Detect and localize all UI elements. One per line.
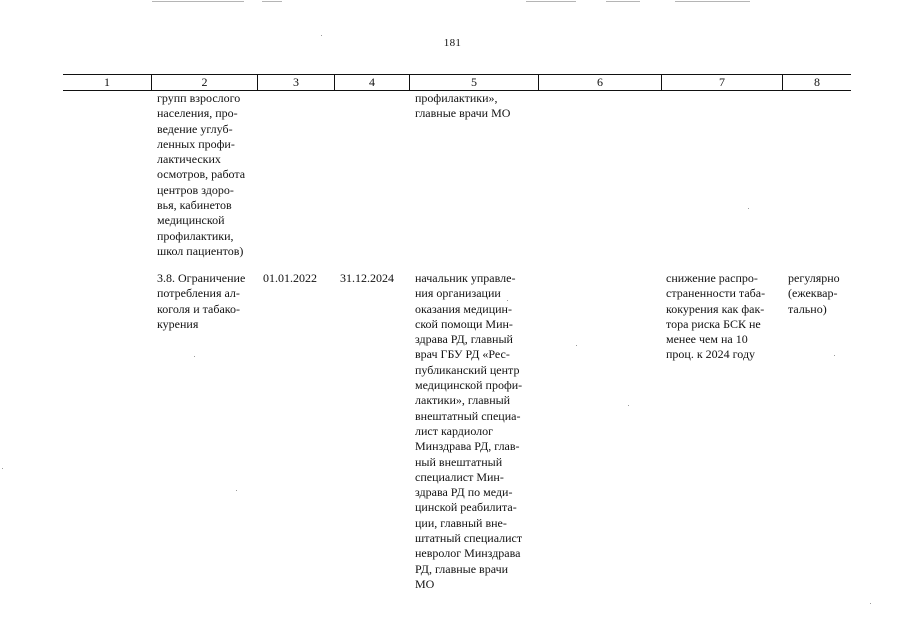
continued-row-col2-text: групп взрослого населения, про- ведение углуб- ленных профи- лактических осмотров, работа центров здоро- вья, кабинетов медицинской профилактики, школ пациентов) <box>157 91 246 258</box>
row-3-8-responsible: начальник управле- ния организации оказания медицин- ской помощи Мин- здрава РД, главный врач ГБУ РД «Рес- публиканский центр медицинской профи- лактики», главный внештатный специа- лист кардиолог Минздрава РД, глав- ный внештатный специалист Мин- здрава РД по меди- цинской реабилита- ции, главный вне- штатный специалист невролог Минздрава РД, главные врачи МО <box>415 271 523 591</box>
scan-speck <box>748 208 749 209</box>
column-header-7: 7 <box>719 75 725 89</box>
scan-speck <box>507 300 508 301</box>
column-header-4: 4 <box>369 75 375 89</box>
row-3-8-start-date: 01.01.2022 <box>263 271 317 285</box>
scan-speck <box>2 468 3 469</box>
column-header-2: 2 <box>201 75 208 89</box>
scan-edge-mark <box>675 1 750 2</box>
page-number: 181 <box>443 37 462 49</box>
column-header-5: 5 <box>471 75 477 89</box>
column-header-8: 8 <box>814 75 820 89</box>
row-3-8-measure: 3.8. Ограничение потребления ал- коголя и табако- курения <box>157 271 246 331</box>
row-3-8-frequency: регулярно (ежеквар- тально) <box>788 271 840 316</box>
column-header-1: 1 <box>104 75 110 89</box>
continued-row-col5-text: профилактики», главные врачи МО <box>415 91 511 121</box>
scan-edge-mark <box>152 1 244 2</box>
row-3-8-expected-result: снижение распро- страненности таба- кокурения как фак- тора риска БСК не менее чем на 10 проц. к 2024 году <box>666 271 766 362</box>
scan-speck <box>236 490 237 491</box>
row-3-8-end-date: 31.12.2024 <box>340 271 394 285</box>
scan-edge-mark <box>526 1 576 2</box>
column-header-6: 6 <box>597 75 603 89</box>
column-header-3: 3 <box>293 75 299 89</box>
scan-edge-mark <box>262 1 282 2</box>
scan-speck <box>194 356 195 357</box>
scan-edge-mark <box>606 1 640 2</box>
scan-speck <box>576 345 577 346</box>
scan-speck <box>321 35 322 36</box>
scan-speck <box>834 355 835 356</box>
scan-speck <box>628 405 629 406</box>
scan-speck <box>870 603 871 604</box>
